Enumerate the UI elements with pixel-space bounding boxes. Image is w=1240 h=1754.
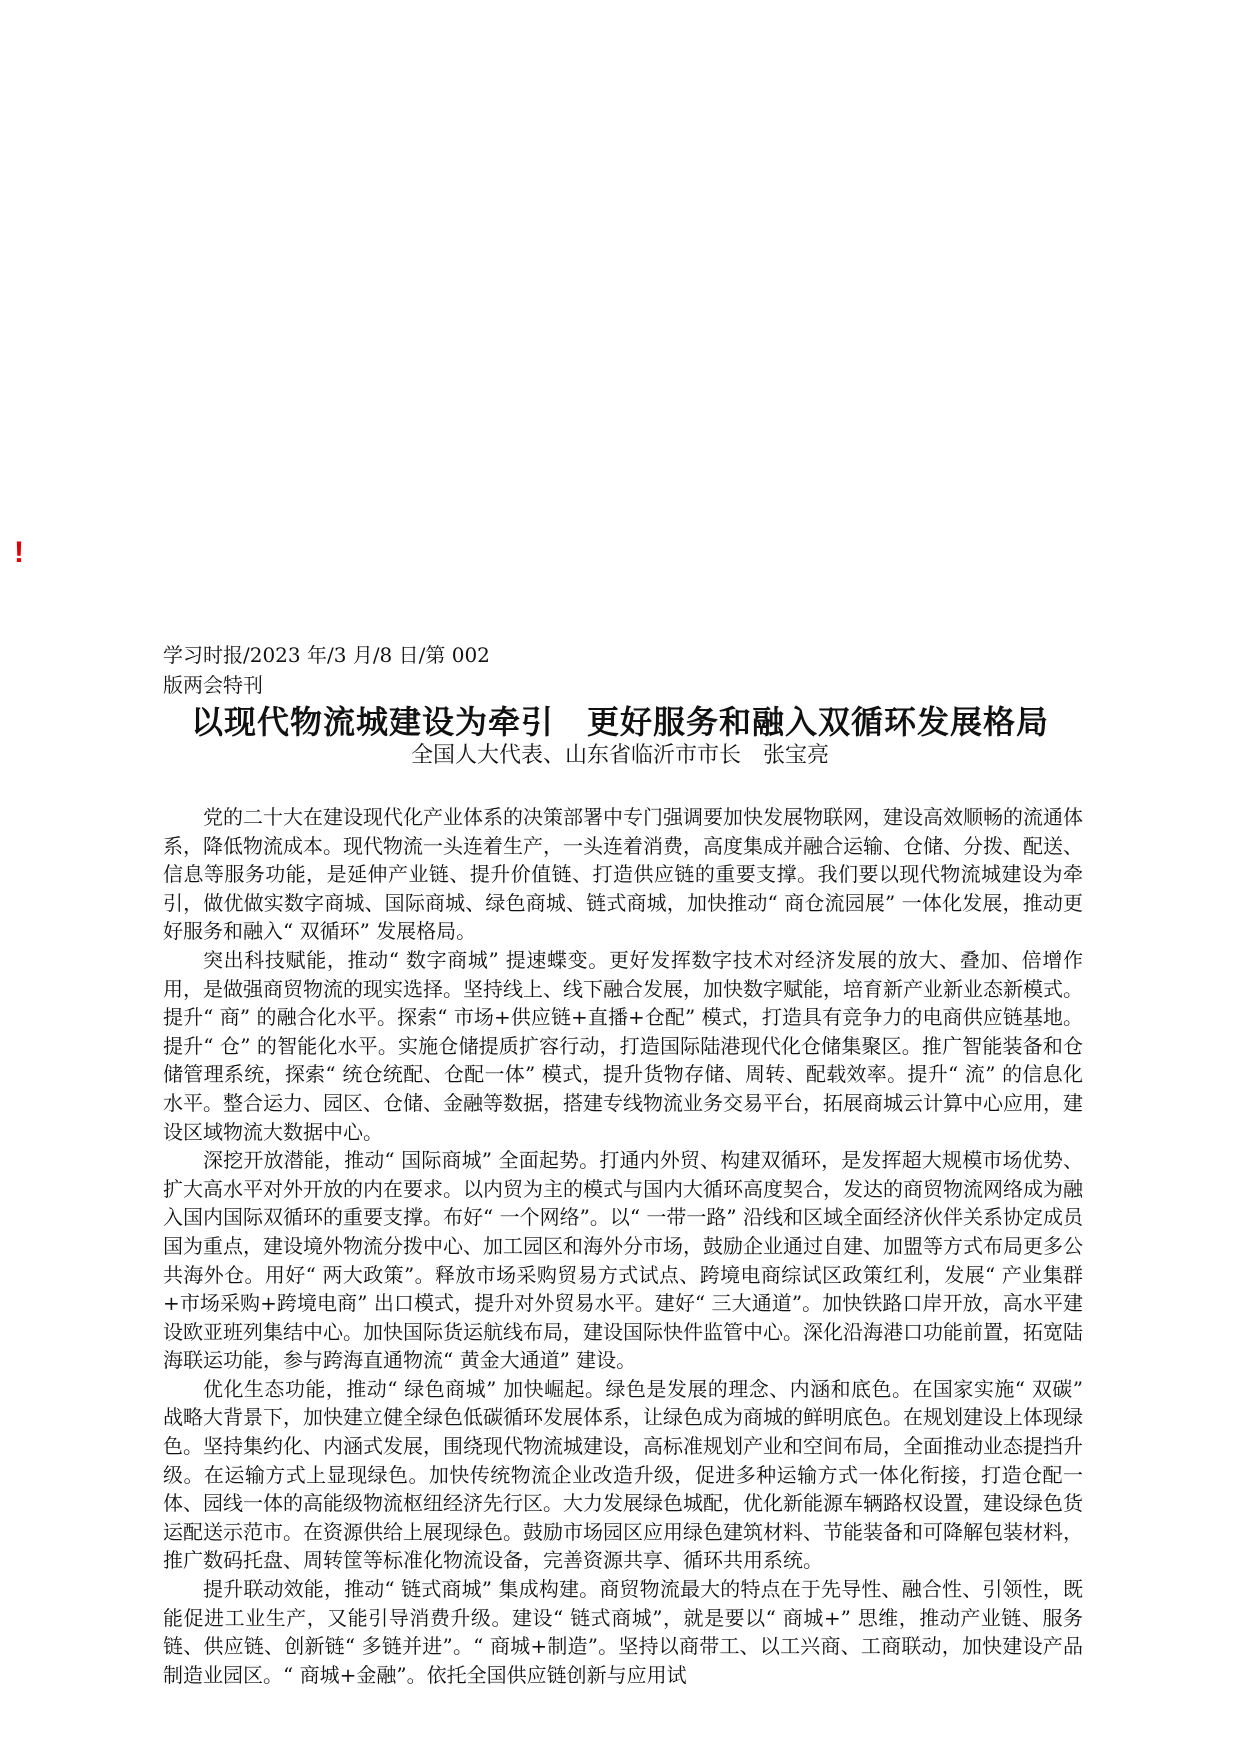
article-title: 以现代物流城建设为牵引 更好服务和融入双循环发展格局 — [190, 703, 1049, 741]
article-body — [163, 803, 1083, 1689]
red-exclamation-mark: ! — [14, 536, 24, 569]
paragraph: 突出科技赋能，推动“ 数字商城” 提速蝶变。更好发挥数字技术对经济发展的放大、叠加、倍增作用，是做强商贸物流的现实选择。坚持线上、线下融合发展，加快数字赋能，培育新产业新业态新模式。提升“ 商” 的融合化水平。探索“ 市场+供应链+直播+仓配” 模式，打造具有竞争力的电商供应链基地。提升“ 仓” 的智能化水平。实施仓储提质扩容行动，打造国际陆港现代化仓储集聚区。推广智能装备和仓储管理系统，探索“ 统仓统配、仓配一体” 模式，提升货物存储、周转、配载效率。提升“ 流” 的信息化水平。整合运力、园区、仓储、金融等数据，搭建专线物流业务交易平台，拓展商城云计算中心应用，建设区域物流大数据中心。 — [163, 947, 1083, 1144]
paragraph: 优化生态功能，推动“ 绿色商城” 加快崛起。绿色是发展的理念、内涵和底色。在国家实施“ 双碳” 战略大背景下，加快建立健全绿色低碳循环发展体系，让绿色成为商城的鲜明底色。在规划建设上体现绿色。坚持集约化、内涵式发展，围绕现代物流城建设，高标准规划产业和空间布局，全面推动业态提挡升级。在运输方式上显现绿色。加快传统物流企业改造升级，促进多种运输方式一体化衔接，打造仓配一体、园线一体的高能级物流枢纽经济先行区。大力发展绿色城配，优化新能源车辆路权设置，建设绿色货运配送示范市。在资源供给上展现绿色。鼓励市场园区应用绿色建筑材料、节能装备和可降解包装材料，推广数码托盘、周转筐等标准化物流设备，完善资源共享、循环共用系统。 — [163, 1376, 1083, 1573]
paragraph: 深挖开放潜能，推动“ 国际商城” 全面起势。打通内外贸、构建双循环，是发挥超大规模市场优势、扩大高水平对外开放的内在要求。以内贸为主的模式与国内大循环高度契合，发达的商贸物流网络成为融入国内国际双循环的重要支撑。布好“ 一个网络”。以“ 一带一路” 沿线和区域全面经济伙伴关系协定成员国为重点，建设境外物流分拨中心、加工园区和海外分市场，鼓励企业通过自建、加盟等方式布局更多公共海外仓。用好“ 两大政策”。释放市场采购贸易方式试点、跨境电商综试区政策红利，发展“ 产业集群+市场采购+跨境电商” 出口模式，提升对外贸易水平。建好“ 三大通道”。加快铁路口岸开放，高水平建设欧亚班列集结中心。加快国际货运航线布局，建设国际快件监管中心。深化沿海港口功能前置，拓宽陆海联运功能，参与跨海直通物流“ 黄金大通道” 建设。 — [163, 1148, 1083, 1373]
author-byline: 全国人大代表、山东省临沂市市长 张宝亮 — [410, 743, 829, 768]
source-line: 学习时报/2023 年/3 月/8 日/第 002 版两会特刊 — [163, 643, 490, 697]
paragraph: 党的二十大在建设现代化产业体系的决策部署中专门强调要加快发展物联网，建设高效顺畅的流通体系，降低物流成本。现代物流一头连着生产，一头连着消费，高度集成并融合运输、仓储、分拨、配送、信息等服务功能，是延伸产业链、提升价值链、打造供应链的重要支撑。我们要以现代物流城建设为牵引，做优做实数字商城、国际商城、绿色商城、链式商城，加快推动“ 商仓流园展” 一体化发展，推动更好服务和融入“ 双循环” 发展格局。 — [163, 805, 1083, 944]
paragraph: 提升联动效能，推动“ 链式商城” 集成构建。商贸物流最大的特点在于先导性、融合性、引领性，既能促进工业生产，又能引导消费升级。建设“ 链式商城”，就是要以“ 商城+” 思维，推动产业链、服务链、供应链、创新链“ 多链并进”。“ 商城+制造”。坚持以商带工、以工兴商、工商联动，加快建设产品制造业园区。“ 商城+金融”。依托全国供应链创新与应用试 — [163, 1577, 1083, 1687]
